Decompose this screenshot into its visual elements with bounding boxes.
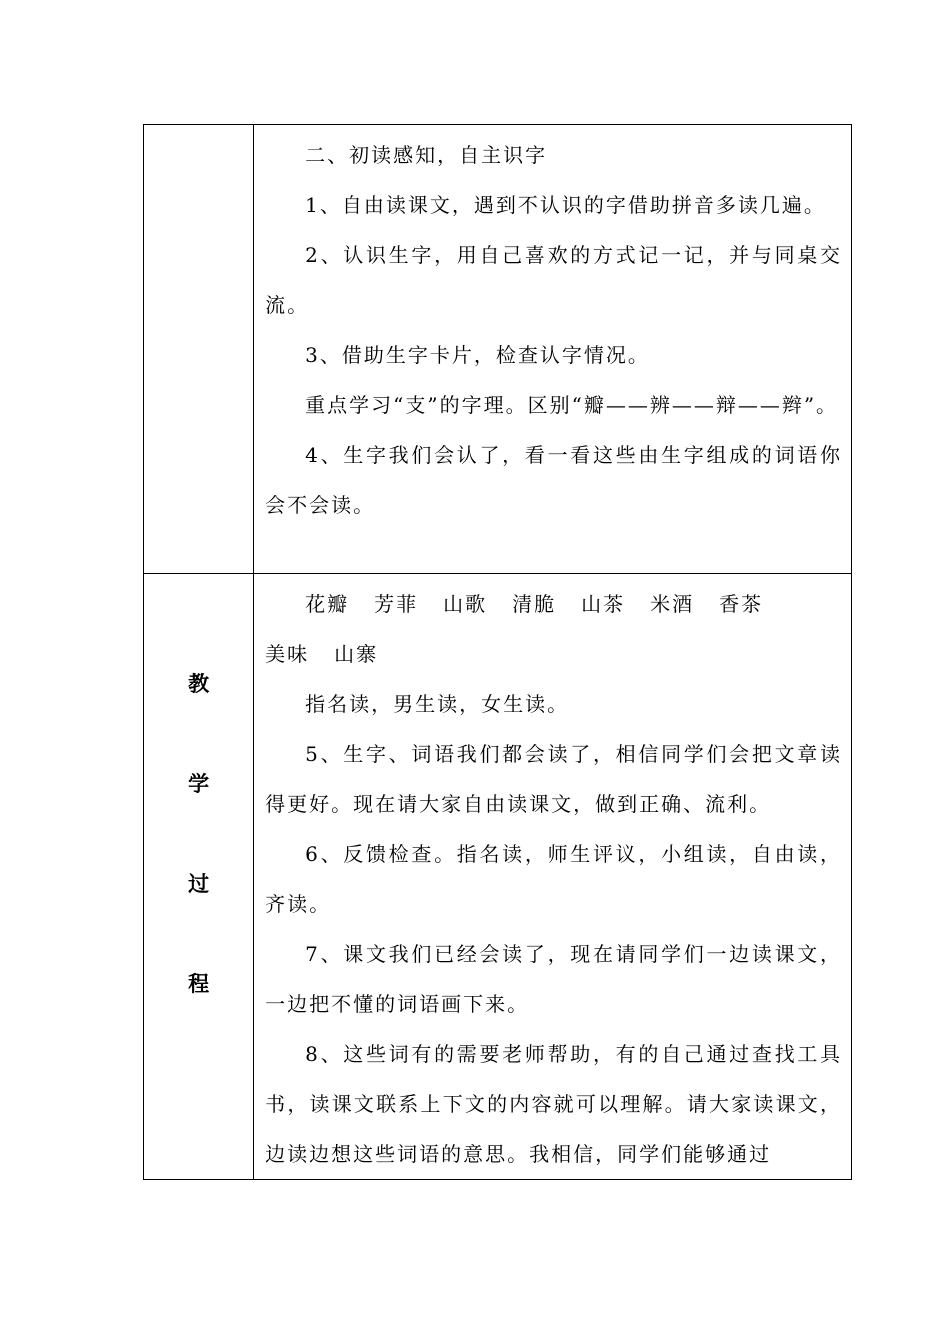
- step-paragraph: 指名读，男生读，女生读。: [305, 692, 570, 716]
- step-paragraph: 8、这些词有的需要老师帮助，有的自己通过查找工具书，读课文联系上下文的内容就可以理解。请大家读课文，边读边想这些词语的意思。我相信，同学们能够通过: [265, 1042, 842, 1166]
- step-paragraph: 7、课文我们已经会读了，现在请同学们一边读课文，一边把不懂的词语画下来。: [265, 942, 842, 1016]
- section-heading: 二、初读感知，自主识字: [305, 143, 548, 167]
- content-cell-process: [254, 574, 852, 1180]
- label-char: 学: [188, 772, 210, 796]
- row-label-cell-teaching-process: [144, 574, 254, 1180]
- label-char: 程: [188, 972, 210, 996]
- step-paragraph: 2、认识生字，用自己喜欢的方式记一记，并与同桌交流。: [265, 243, 842, 317]
- content-cell-reading: [254, 125, 852, 574]
- vocab-word: 米酒: [650, 592, 695, 616]
- step-paragraph: 1、自由读课文，遇到不认识的字借助拼音多读几遍。: [305, 193, 826, 217]
- vocab-word: 美味: [265, 642, 310, 666]
- vocab-word: 山茶: [581, 592, 626, 616]
- label-char: 过: [188, 872, 210, 896]
- vocab-word: 芳菲: [374, 592, 419, 616]
- label-char: 教: [188, 672, 210, 696]
- table-row: [144, 125, 852, 574]
- vocab-word: 香茶: [719, 592, 764, 616]
- vocabulary-list: [265, 579, 842, 679]
- row-label-cell-empty: [144, 125, 254, 574]
- vocab-word: 花瓣: [305, 592, 350, 616]
- step-paragraph: 6、反馈检查。指名读，师生评议，小组读，自由读，齐读。: [265, 842, 842, 916]
- note-paragraph: 重点学习“支”的字理。区别“瓣——辨——辩——辫”。: [305, 393, 839, 417]
- table-row: [144, 574, 852, 1180]
- vocab-word: 山寨: [334, 642, 379, 666]
- step-paragraph: 3、借助生字卡片，检查认字情况。: [305, 343, 650, 367]
- lesson-plan-table: [143, 124, 852, 1180]
- step-paragraph: 4、生字我们会认了，看一看这些由生字组成的词语你会不会读。: [265, 443, 842, 517]
- vocab-word: 山歌: [443, 592, 488, 616]
- step-paragraph: 5、生字、词语我们都会读了，相信同学们会把文章读得更好。现在请大家自由读课文，做到正确、流利。: [265, 742, 842, 816]
- vertical-label: [144, 574, 253, 1034]
- vocab-word: 清脆: [512, 592, 557, 616]
